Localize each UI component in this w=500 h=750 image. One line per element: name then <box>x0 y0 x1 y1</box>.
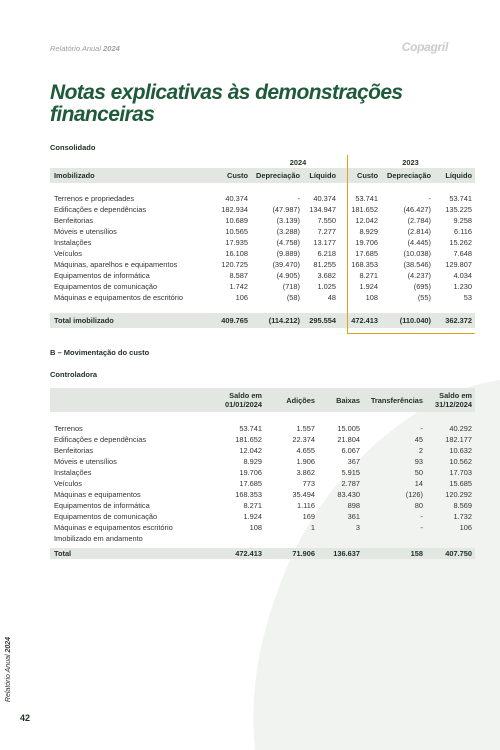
table-cell: (38.546) <box>403 260 431 269</box>
table-cell: (2.814) <box>407 227 431 236</box>
table-row <box>50 478 475 489</box>
table-cell: 1 <box>310 523 315 532</box>
row-label: Terrenos <box>54 424 83 433</box>
report-header-year: 2024 <box>103 44 120 53</box>
table-cell <box>360 533 423 544</box>
table-cell: 168.353 <box>235 490 262 499</box>
year-2023: 2023 <box>402 157 419 167</box>
table-cell: 5.915 <box>341 468 360 477</box>
table-cell: 4.034 <box>453 271 472 280</box>
table-cell: 1.906 <box>296 457 315 466</box>
table-cell: 10.562 <box>449 457 472 466</box>
table-row <box>50 522 475 533</box>
total-label: Total imobilizado <box>50 313 208 328</box>
col-header: Custo <box>208 168 248 183</box>
table-cell: 6.116 <box>454 227 472 236</box>
consolidado-table <box>50 156 475 328</box>
table-cell <box>315 533 360 544</box>
table-cell: (4.445) <box>407 238 431 247</box>
table-cell: 10.565 <box>225 227 248 236</box>
table-cell: (4.758) <box>276 238 300 247</box>
table-cell: 120.725 <box>221 260 248 269</box>
table-cell: 21.804 <box>337 435 360 444</box>
table-cell: 10.689 <box>225 216 248 225</box>
table-cell: 3 <box>355 523 360 532</box>
total-cell: 136.637 <box>315 548 360 559</box>
table-cell: (3.288) <box>276 227 300 236</box>
table-cell: 12.042 <box>239 446 262 455</box>
col-header: Depreciação <box>248 168 300 183</box>
table-cell: (9.889) <box>276 249 300 258</box>
table-cell: 898 <box>347 501 360 510</box>
brand-logo: Copagril <box>401 40 448 54</box>
controladora-table <box>50 388 475 559</box>
col-header: Saldo em 01/01/2024 <box>195 388 262 412</box>
table-cell: 1.924 <box>359 282 378 291</box>
table-cell: 1.557 <box>296 424 315 433</box>
row-label: Equipamentos de comunicação <box>54 512 158 521</box>
table-row <box>50 248 475 259</box>
table-cell: 83.430 <box>337 490 360 499</box>
table-cell <box>262 533 315 544</box>
table-cell: - <box>428 194 431 203</box>
row-label: Equipamentos de informática <box>54 501 150 510</box>
table-cell: 22.374 <box>292 435 315 444</box>
row-label: Instalações <box>54 238 92 247</box>
row-label: Veículos <box>54 249 82 258</box>
section-movimentacao: B – Movimentação do custo <box>50 348 150 357</box>
table-cell: (55) <box>417 293 431 302</box>
table-row <box>50 204 475 215</box>
table-cell: 17.935 <box>225 238 248 247</box>
table-cell: (39.470) <box>272 260 300 269</box>
table-cell: 169 <box>302 512 315 521</box>
table-row <box>50 434 475 445</box>
row-label: Imobilizado em andamento <box>54 534 143 543</box>
table-header-row <box>50 168 475 183</box>
table-cell: 367 <box>347 457 360 466</box>
table-cell: 135.225 <box>445 205 472 214</box>
total-cell: 295.554 <box>300 313 336 328</box>
table-cell: 7.648 <box>453 249 472 258</box>
row-label: Benfeitorias <box>54 446 94 455</box>
col-header: Adições <box>262 388 315 412</box>
row-label: Máquinas e equipamentos de escritório <box>54 293 184 302</box>
table-cell: 108 <box>249 523 262 532</box>
table-cell: 40.374 <box>313 194 336 203</box>
table-row <box>50 445 475 456</box>
table-cell: 48 <box>327 293 336 302</box>
table-cell: 7.277 <box>317 227 336 236</box>
table-cell: 19.706 <box>239 468 262 477</box>
total-cell: 407.750 <box>423 548 475 559</box>
total-label: Total <box>50 548 195 559</box>
row-label: Máquinas e equipamentos escritório <box>54 523 173 532</box>
total-row <box>50 548 475 559</box>
report-header-prefix: Relatório Anual <box>50 44 102 53</box>
table-row <box>50 259 475 270</box>
table-cell: (718) <box>282 282 300 291</box>
table-cell: 1.230 <box>453 282 472 291</box>
table-cell: 17.685 <box>239 479 262 488</box>
total-cell: 409.765 <box>208 313 248 328</box>
table-cell: 8.929 <box>359 227 378 236</box>
table-cell: 50 <box>414 468 423 477</box>
table-row <box>50 511 475 522</box>
table-cell: 40.374 <box>225 194 248 203</box>
table-cell: 3.682 <box>317 271 336 280</box>
table-cell: (4.237) <box>407 271 431 280</box>
table-cell: 93 <box>414 457 423 466</box>
table-cell: 1.732 <box>453 512 472 521</box>
table-cell: (10.038) <box>403 249 431 258</box>
table-row <box>50 281 475 292</box>
report-header <box>50 44 120 53</box>
table-cell: 106 <box>459 523 472 532</box>
table-cell: 182.934 <box>221 205 248 214</box>
row-label: Instalações <box>54 468 92 477</box>
table-row <box>50 193 475 204</box>
table-cell: 1.924 <box>243 512 262 521</box>
total-row <box>50 313 475 328</box>
col-header: Custo <box>336 168 378 183</box>
table-row <box>50 423 475 434</box>
page-number: 42 <box>20 713 31 723</box>
total-cell: 362.372 <box>431 313 475 328</box>
table-row <box>50 533 475 544</box>
col-header: Líquido <box>300 168 336 183</box>
year-2024: 2024 <box>289 157 307 167</box>
table-cell: 14 <box>414 479 423 488</box>
table-cell: 8.569 <box>453 501 472 510</box>
table-row <box>50 215 475 226</box>
table-row <box>50 456 475 467</box>
table-cell: - <box>297 194 300 203</box>
total-cell: (114.212) <box>248 313 300 328</box>
table-cell: 16.108 <box>225 249 248 258</box>
controladora-body <box>50 423 475 544</box>
table-cell: 40.292 <box>449 424 472 433</box>
table-cell: 1.025 <box>317 282 336 291</box>
row-label: Benfeitorias <box>54 216 94 225</box>
side-report-year: 2024 <box>5 636 13 653</box>
table-cell: 108 <box>365 293 378 302</box>
table-cell: 17.703 <box>449 468 472 477</box>
table-cell <box>423 533 475 544</box>
accent-line-vertical <box>347 155 348 333</box>
row-label: Edificações e dependências <box>54 435 147 444</box>
table-cell: 10.632 <box>449 446 472 455</box>
table-cell: 2 <box>418 446 423 455</box>
side-report-prefix: Relatório Anual <box>5 654 13 703</box>
table-cell: (126) <box>405 490 423 499</box>
table-cell: 53.741 <box>239 424 262 433</box>
row-label: Edificações e dependências <box>54 205 147 214</box>
table-cell: 120.292 <box>445 490 472 499</box>
total-cell: (110.040) <box>378 313 431 328</box>
col-header <box>50 388 195 412</box>
table-cell: 8.271 <box>359 271 378 280</box>
table-row <box>50 237 475 248</box>
page-title: Notas explicativas às demonstrações financeiras <box>50 81 403 126</box>
table-cell: 134.947 <box>309 205 336 214</box>
table-cell: 53 <box>463 293 472 302</box>
table-cell: 53.741 <box>449 194 472 203</box>
table-cell: 129.807 <box>445 260 472 269</box>
total-cell: 71.906 <box>262 548 315 559</box>
table-cell: 53.741 <box>355 194 378 203</box>
table-cell: 6.218 <box>317 249 336 258</box>
table-cell: (4.905) <box>276 271 300 280</box>
table-cell: 1.116 <box>297 501 315 510</box>
table-cell: 2.787 <box>341 479 360 488</box>
section-controladora: Controladora <box>50 370 98 379</box>
table-cell: 19.706 <box>355 238 378 247</box>
table-cell: 80 <box>414 501 423 510</box>
table-header-row <box>50 388 475 412</box>
table-cell: 361 <box>347 512 360 521</box>
table-row <box>50 489 475 500</box>
table-cell: - <box>420 512 423 521</box>
table-cell: 773 <box>302 479 315 488</box>
table-cell: 168.353 <box>351 260 378 269</box>
row-label: Veículos <box>54 479 82 488</box>
col-header: Transferências <box>360 388 423 412</box>
accent-line-horizontal <box>347 333 475 334</box>
table-row <box>50 270 475 281</box>
table-row <box>50 292 475 303</box>
table-cell: 181.652 <box>235 435 262 444</box>
table-cell: 13.177 <box>313 238 336 247</box>
table-cell: (695) <box>413 282 431 291</box>
row-label: Móveis e utensílios <box>54 457 117 466</box>
table-row <box>50 500 475 511</box>
table-row <box>50 467 475 478</box>
row-label: Equipamentos de informática <box>54 271 150 280</box>
table-cell: (46.427) <box>403 205 431 214</box>
table-cell: - <box>420 424 423 433</box>
table-cell: (58) <box>286 293 300 302</box>
table-cell: 15.005 <box>337 424 360 433</box>
table-cell <box>195 533 262 544</box>
table-cell: 8.587 <box>229 271 248 280</box>
table-cell: (2.784) <box>407 216 431 225</box>
col-header: Imobilizado <box>50 168 208 183</box>
col-header: Depreciação <box>378 168 431 183</box>
table-cell: 81.255 <box>313 260 336 269</box>
row-label: Terrenos e propriedades <box>54 194 135 203</box>
table-cell: 7.550 <box>317 216 336 225</box>
table-cell: (47.987) <box>272 205 300 214</box>
row-label: Móveis e utensílios <box>54 227 117 236</box>
row-label: Máquinas, aparelhos e equipamentos <box>54 260 178 269</box>
row-label: Equipamentos de comunicação <box>54 282 158 291</box>
total-cell: 158 <box>360 548 423 559</box>
table-cell: 6.067 <box>341 446 360 455</box>
table-cell: 9.258 <box>453 216 472 225</box>
row-label: Máquinas e equipamentos <box>54 490 141 499</box>
col-header: Saldo em 31/12/2024 <box>423 388 475 412</box>
side-report-label <box>5 637 12 702</box>
total-cell: 472.413 <box>195 548 262 559</box>
table-cell: 4.655 <box>296 446 315 455</box>
table-cell: 35.494 <box>292 490 315 499</box>
table-cell: 182.177 <box>445 435 472 444</box>
col-header: Baixas <box>315 388 360 412</box>
table-cell: 17.685 <box>355 249 378 258</box>
table-cell: 181.652 <box>351 205 378 214</box>
table-cell: 15.262 <box>449 238 472 247</box>
table-cell: 106 <box>235 293 248 302</box>
year-row <box>50 156 475 168</box>
table-cell: 1.742 <box>229 282 248 291</box>
table-cell: (3.139) <box>276 216 300 225</box>
table-cell: - <box>420 523 423 532</box>
table-cell: 15.685 <box>449 479 472 488</box>
consolidado-body <box>50 193 475 303</box>
table-cell: 8.271 <box>243 501 262 510</box>
table-cell: 12.042 <box>355 216 378 225</box>
table-row <box>50 226 475 237</box>
section-consolidado: Consolidado <box>50 143 96 152</box>
table-cell: 8.929 <box>243 457 262 466</box>
col-header: Líquido <box>431 168 475 183</box>
table-cell: 3.862 <box>296 468 315 477</box>
table-cell: 45 <box>414 435 423 444</box>
total-cell: 472.413 <box>336 313 378 328</box>
